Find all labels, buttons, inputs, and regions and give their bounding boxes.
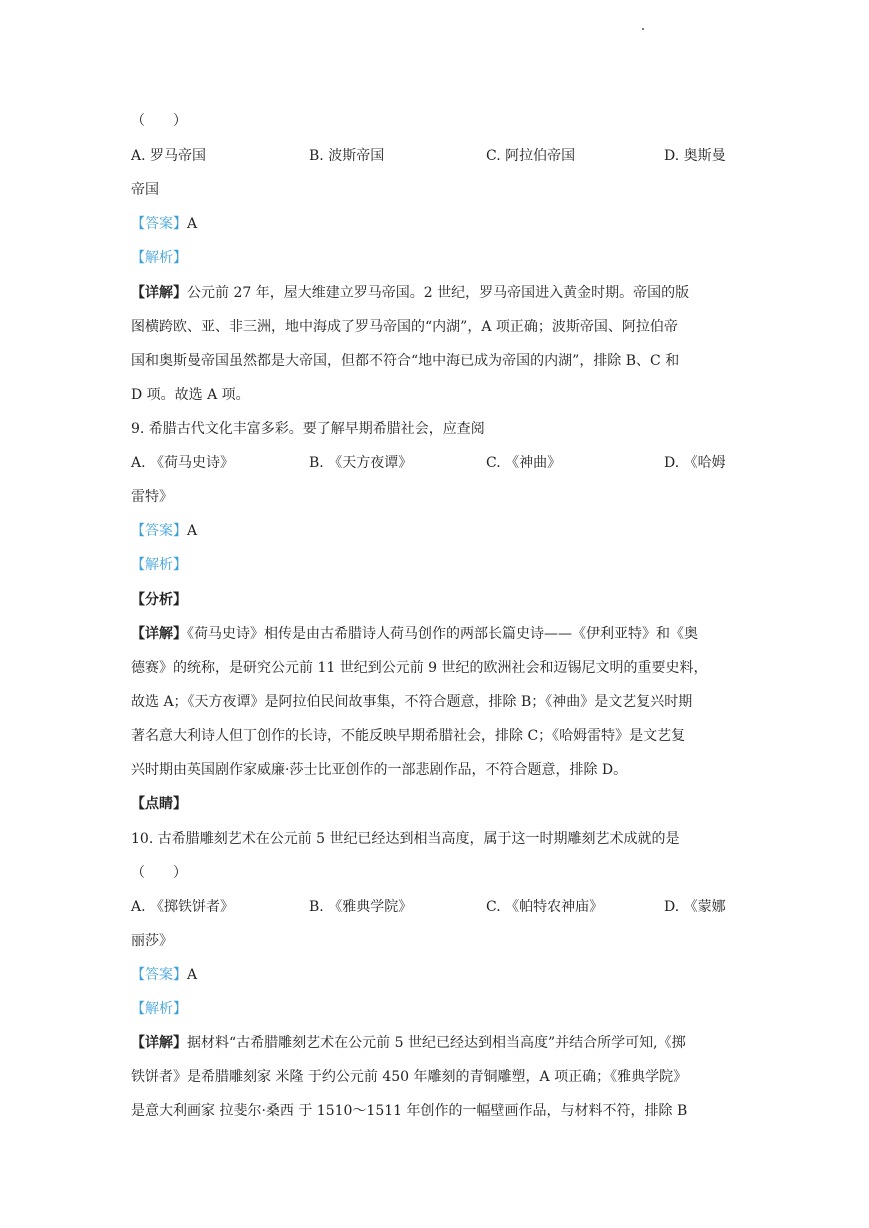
q10-detail-line-1 [131,1033,686,1053]
q9-dianjing-tag: 【点睛】 [131,796,187,812]
q10-answer [131,965,197,985]
q8-detail-line-3: 国和奥斯曼帝国虽然都是大帝国，但都不符合“地中海已成为帝国的内湖”，排除 B、C 和 [131,353,680,369]
detail-tag: 【详解】 [131,285,187,301]
q10-option-d: D. 《蒙娜 [664,899,726,915]
q8-option-a: A. 罗马帝国 [131,148,207,164]
q9-fenxi-tag: 【分析】 [131,592,187,608]
q8-option-wrap: 帝国 [131,182,159,198]
q10-detail-line-2: 铁饼者》是希腊雕刻家 米隆 于约公元前 450 年雕刻的青铜雕塑，A 项正确；《雅典学院》 [131,1069,688,1085]
q10-analysis-tag: 【解析】 [131,1001,187,1017]
q9-option-d: D. 《哈姆 [664,455,726,471]
q9-detail-line-2: 德赛》的统称，是研究公元前 11 世纪到公元前 9 世纪的欧洲社会和迈锡尼文明的重要史料， [131,660,708,676]
detail-text: 据材料“古希腊雕刻艺术在公元前 5 世纪已经达到相当高度”并结合所学可知,《掷 [187,1035,686,1051]
detail-tag: 【详解】 [131,1035,187,1051]
q9-detail-line-3: 故选 A；《天方夜谭》是阿拉伯民间故事集，不符合题意，排除 B；《神曲》是文艺复兴时期 [131,694,693,710]
q9-option-a: A. 《荷马史诗》 [131,455,235,471]
q9-option-b: B. 《天方夜谭》 [309,455,413,471]
q9-detail-line-4: 著名意大利诗人但丁创作的长诗，不能反映早期希腊社会，排除 C；《哈姆雷特》是文艺复 [131,728,686,744]
q10-paren: （ ） [131,865,187,881]
detail-text: 公元前 27 年，屋大维建立罗马帝国。2 世纪，罗马帝国进入黄金时期。帝国的版 [187,285,690,301]
q9-detail-line-5: 兴时期由英国剧作家威廉·莎士比亚创作的一部悲剧作品，不符合题意，排除 D。 [131,762,628,778]
q9-analysis-tag: 【解析】 [131,557,187,573]
q9-option-c: C. 《神曲》 [486,455,562,471]
answer-value: A [187,967,198,983]
q8-paren: （ ） [131,113,187,129]
q10-option-wrap: 丽莎》 [131,933,173,949]
q9-stem: 9. 希腊古代文化丰富多彩。要了解早期希腊社会，应查阅 [131,421,485,437]
q8-detail-line-4: D 项。故选 A 项。 [131,387,250,403]
detail-tag: 【详解】 [131,626,187,642]
q8-analysis-tag: 【解析】 [131,250,187,266]
q8-option-c: C. 阿拉伯帝国 [486,148,576,164]
q9-detail-line-1 [131,624,698,644]
q10-stem: 10. 古希腊雕刻艺术在公元前 5 世纪已经达到相当高度，属于这一时期雕刻艺术成就的是 [131,831,680,847]
q8-answer [131,214,197,234]
answer-tag: 【答案】 [131,523,187,539]
q10-option-a: A. 《掷铁饼者》 [131,899,235,915]
q9-answer [131,521,197,541]
detail-text: 《荷马史诗》相传是由古希腊诗人荷马创作的两部长篇史诗——《伊利亚特》和《奥 [187,626,698,642]
q10-option-b: B. 《雅典学院》 [309,899,413,915]
answer-tag: 【答案】 [131,216,187,232]
q9-option-wrap: 雷特》 [131,489,173,505]
page-dot [642,28,644,30]
answer-tag: 【答案】 [131,967,187,983]
q10-option-c: C. 《帕特农神庙》 [486,899,604,915]
answer-value: A [187,216,198,232]
q8-detail-line-1 [131,283,735,303]
q10-detail-line-3: 是意大利画家 拉斐尔·桑西 于 1510～1511 年创作的一幅壁画作品，与材料不符，排除 B [131,1103,688,1119]
q8-detail-line-2: 图横跨欧、亚、非三洲，地中海成了罗马帝国的“内湖”，A 项正确；波斯帝国、阿拉伯帝 [131,319,678,335]
q8-option-b: B. 波斯帝国 [309,148,385,164]
q8-option-d: D. 奥斯曼 [664,148,726,164]
answer-value: A [187,523,198,539]
